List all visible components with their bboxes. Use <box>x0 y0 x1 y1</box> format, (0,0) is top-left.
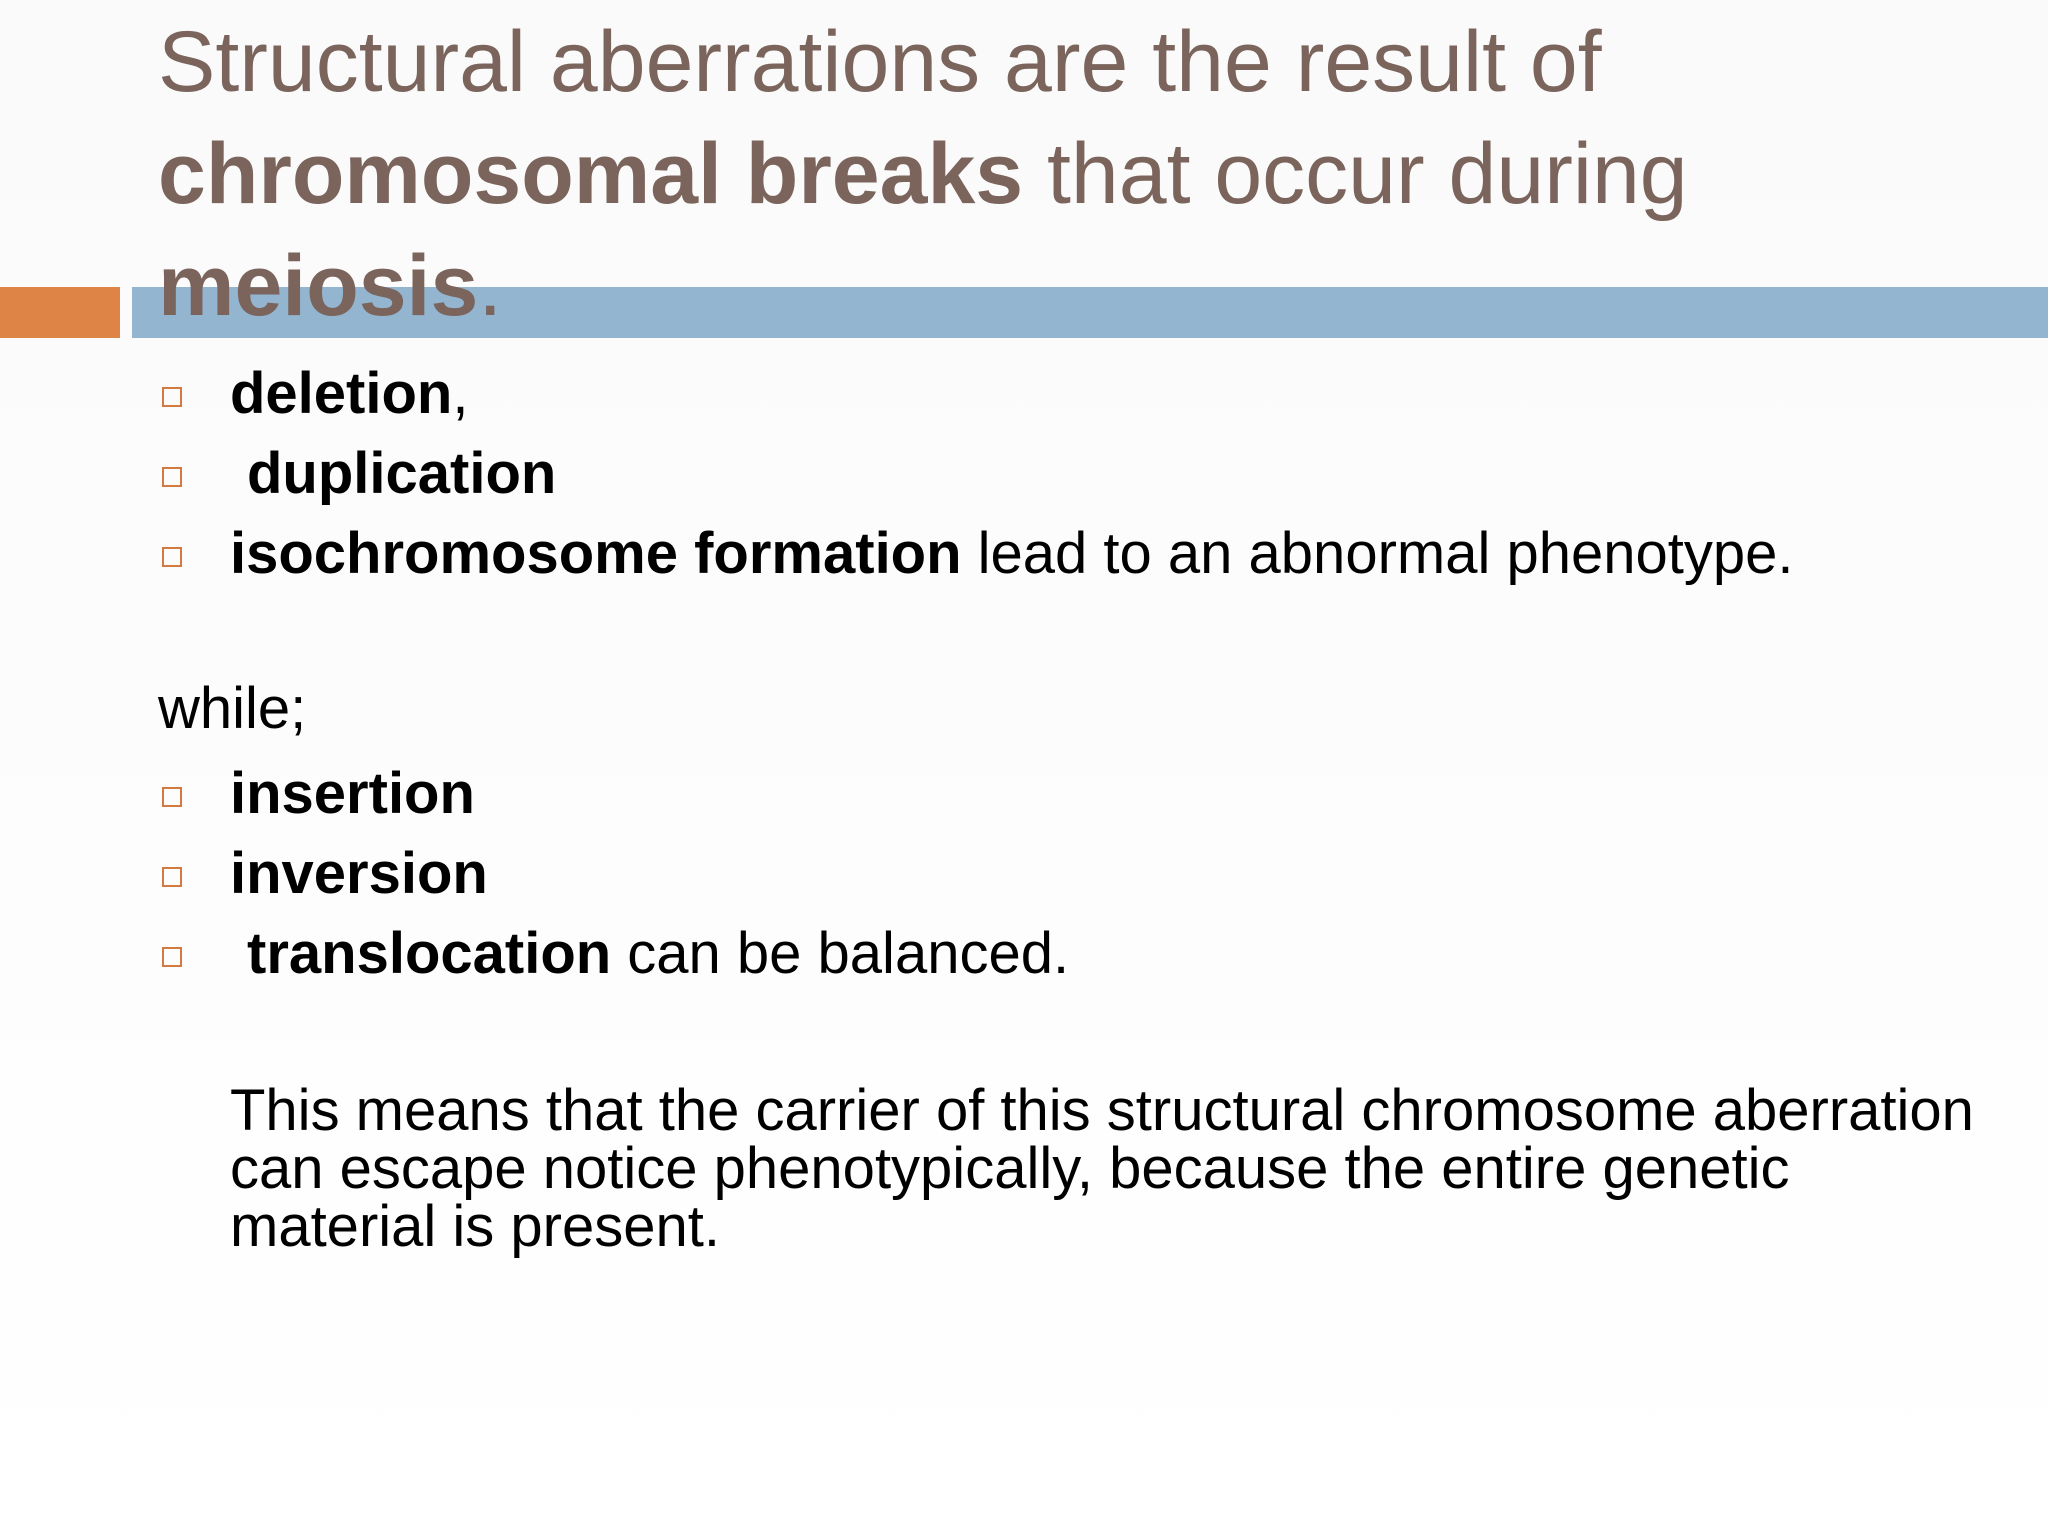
title-bold-1: chromosomal breaks <box>158 126 1024 222</box>
list-item-text <box>247 439 556 509</box>
title-text-1: Structural aberrations are the result of <box>158 14 1602 110</box>
connector-text: while; <box>158 676 307 741</box>
square-outline-icon <box>162 947 182 967</box>
list-item-bold: isochromosome formation <box>230 521 962 586</box>
list-item-bold: insertion <box>230 761 475 826</box>
square-outline-icon <box>162 467 182 487</box>
title-text-2: that occur during <box>1023 126 1688 222</box>
title-text-3: . <box>478 238 503 334</box>
title-bold-2: meiosis <box>158 238 479 334</box>
list-item-text <box>230 519 1793 589</box>
list-item-rest: , <box>452 361 469 426</box>
list-item-bold: deletion <box>230 361 453 426</box>
list-item-text <box>247 919 1069 989</box>
square-outline-icon <box>162 547 182 567</box>
list-item-text <box>230 759 475 829</box>
square-outline-icon <box>162 867 182 887</box>
list-item-rest: can be balanced. <box>611 921 1070 986</box>
explanation-paragraph: This means that the carrier of this structural chromosome aberration can escape notice phenotypically, because the entire genetic material is present. <box>230 1078 1974 1259</box>
list-item-text <box>230 839 488 909</box>
list-item-rest: lead to an abnormal phenotype. <box>961 521 1794 586</box>
list-item-bold: translocation <box>247 921 612 986</box>
square-outline-icon <box>162 387 182 407</box>
slide-title <box>158 6 1998 342</box>
accent-bar-orange <box>0 287 120 338</box>
list-item-text <box>230 359 468 429</box>
square-outline-icon <box>162 787 182 807</box>
list-item-bold: duplication <box>247 441 557 506</box>
list-item-bold: inversion <box>230 841 488 906</box>
